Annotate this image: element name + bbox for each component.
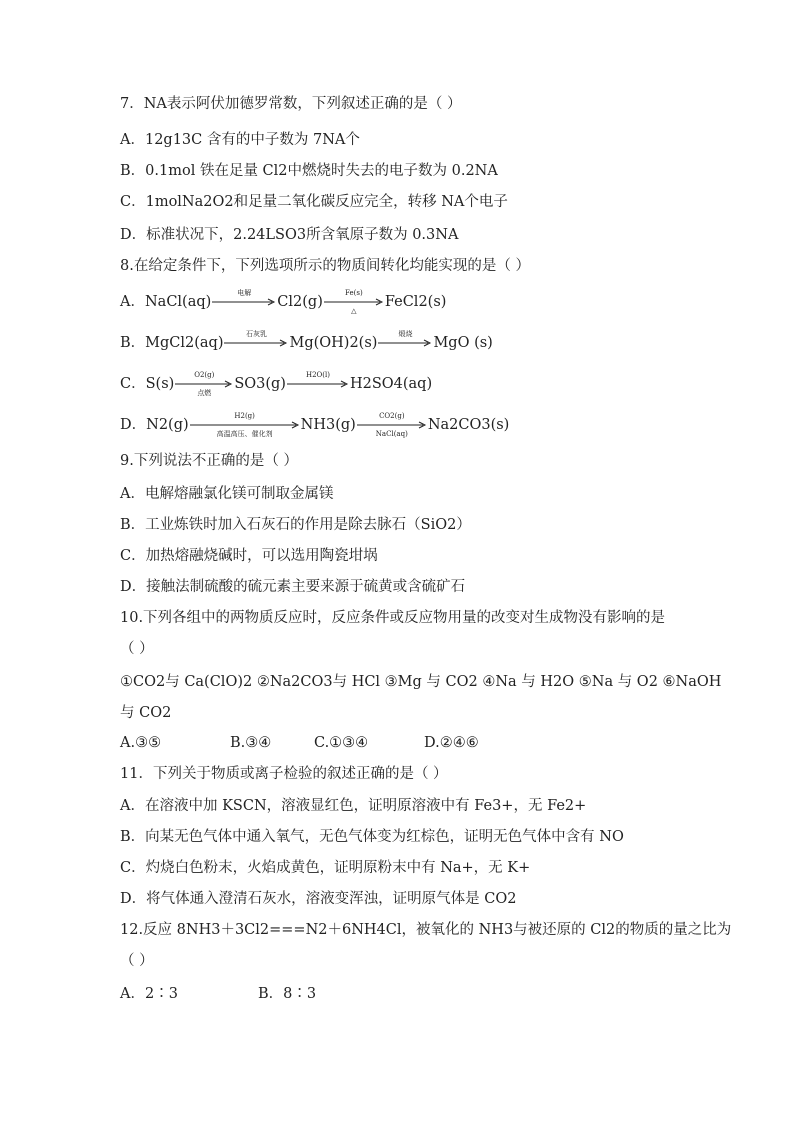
q10-stem: 10.下列各组中的两物质反应时，反应条件或反应物用量的改变对生成物没有影响的是 bbox=[120, 610, 666, 626]
q12-option-b: B．8∶3 bbox=[258, 986, 317, 1002]
q12-option-a: A．2∶3 bbox=[120, 986, 178, 1002]
reaction-arrow: 电解 bbox=[212, 298, 276, 306]
reaction-arrow: H2O(l) bbox=[287, 380, 349, 388]
q9-option-d: D．接触法制硫酸的硫元素主要来源于硫黄或含硫矿石 bbox=[120, 579, 466, 595]
q10-items: ①CO2与 Ca(ClO)2 ②Na2CO3与 HCl ③Mg 与 CO2 ④Na 与 H2O ⑤Na 与 O2 ⑥NaOH bbox=[120, 674, 722, 690]
q10-paren: （ ） bbox=[120, 641, 154, 657]
q9-option-a: A．电解熔融氯化镁可制取金属镁 bbox=[120, 486, 334, 502]
q7-option-d: D．标准状况下，2.24LSO3所含氧原子数为 0.3NA bbox=[120, 227, 459, 243]
intermediate: SO3(g) bbox=[234, 376, 286, 392]
reaction-arrow: Fe(s) △ bbox=[324, 298, 384, 306]
option-label: D． bbox=[120, 417, 147, 433]
intermediate: NH3(g) bbox=[300, 417, 356, 433]
option-label: C． bbox=[120, 376, 146, 392]
option-label: A． bbox=[120, 294, 145, 310]
product: MgO (s) bbox=[433, 335, 493, 351]
q10-items-cont: 与 CO2 bbox=[120, 705, 172, 721]
product: H2SO4(aq) bbox=[349, 376, 433, 392]
q11-option-a: A．在溶液中加 KSCN，溶液显红色，证明原溶液中有 Fe3+，无 Fe2+ bbox=[120, 798, 587, 814]
q9-stem: 9.下列说法不正确的是（ ） bbox=[120, 453, 298, 469]
reaction-arrow: 煅烧 bbox=[378, 339, 432, 347]
q9-option-b: B．工业炼铁时加入石灰石的作用是除去脉石（SiO2） bbox=[120, 517, 471, 533]
q11-option-c: C．灼烧白色粉末，火焰成黄色，证明原粉末中有 Na+，无 K+ bbox=[120, 860, 531, 876]
reaction-arrow: CO2(g) NaCl(aq) bbox=[357, 421, 427, 429]
reactant: NaCl(aq) bbox=[144, 294, 212, 310]
q12-options bbox=[120, 985, 316, 1003]
reactant: N2(g) bbox=[146, 417, 189, 433]
intermediate: Mg(OH)2(s) bbox=[289, 335, 378, 351]
reaction-arrow: H2(g) 高温高压、催化剂 bbox=[190, 421, 300, 429]
product: FeCl2(s) bbox=[384, 294, 447, 310]
q11-option-b: B．向某无色气体中通入氧气，无色气体变为红棕色，证明无色气体中含有 NO bbox=[120, 829, 624, 845]
reaction-arrow: 石灰乳 bbox=[224, 339, 288, 347]
reactant: S(s) bbox=[145, 376, 175, 392]
q10-options bbox=[120, 734, 479, 752]
q8-option-b bbox=[120, 330, 493, 352]
q7-option-c: C．1molNa2O2和足量二氧化碳反应完全，转移 NA个电子 bbox=[120, 194, 508, 210]
q9-option-c: C．加热熔融烧碱时，可以选用陶瓷坩埚 bbox=[120, 548, 378, 564]
q11-option-d: D．将气体通入澄清石灰水，溶液变浑浊，证明原气体是 CO2 bbox=[120, 891, 517, 907]
product: Na2CO3(s) bbox=[427, 417, 510, 433]
q8-stem: 8.在给定条件下，下列选项所示的物质间转化均能实现的是（ ） bbox=[120, 258, 530, 274]
option-label: B． bbox=[120, 335, 146, 351]
q10-option-a: A.③⑤ bbox=[120, 735, 162, 751]
q10-option-c: C.①③④ bbox=[314, 735, 369, 751]
q12-stem: 12.反应 8NH3＋3Cl2===N2＋6NH4Cl，被氧化的 NH3与被还原的 Cl2的物质的量之比为 bbox=[120, 922, 732, 938]
reaction-arrow: O2(g) 点燃 bbox=[175, 380, 233, 388]
q12-paren: （ ） bbox=[120, 953, 154, 969]
q7-stem: 7．NA表示阿伏加德罗常数，下列叙述正确的是（ ） bbox=[120, 96, 462, 112]
q10-option-d: D.②④⑥ bbox=[424, 735, 479, 751]
q7-option-a: A．12g13C 含有的中子数为 7NA个 bbox=[120, 132, 360, 148]
q10-option-b: B.③④ bbox=[230, 735, 272, 751]
q7-option-b: B．0.1mol 铁在足量 Cl2中燃烧时失去的电子数为 0.2NA bbox=[120, 163, 498, 179]
q8-option-d bbox=[120, 412, 510, 438]
reactant: MgCl2(aq) bbox=[145, 335, 224, 351]
q11-stem: 11．下列关于物质或离子检验的叙述正确的是（ ） bbox=[120, 766, 448, 782]
q8-option-a bbox=[120, 289, 447, 315]
q8-option-c bbox=[120, 371, 433, 397]
intermediate: Cl2(g) bbox=[277, 294, 323, 310]
